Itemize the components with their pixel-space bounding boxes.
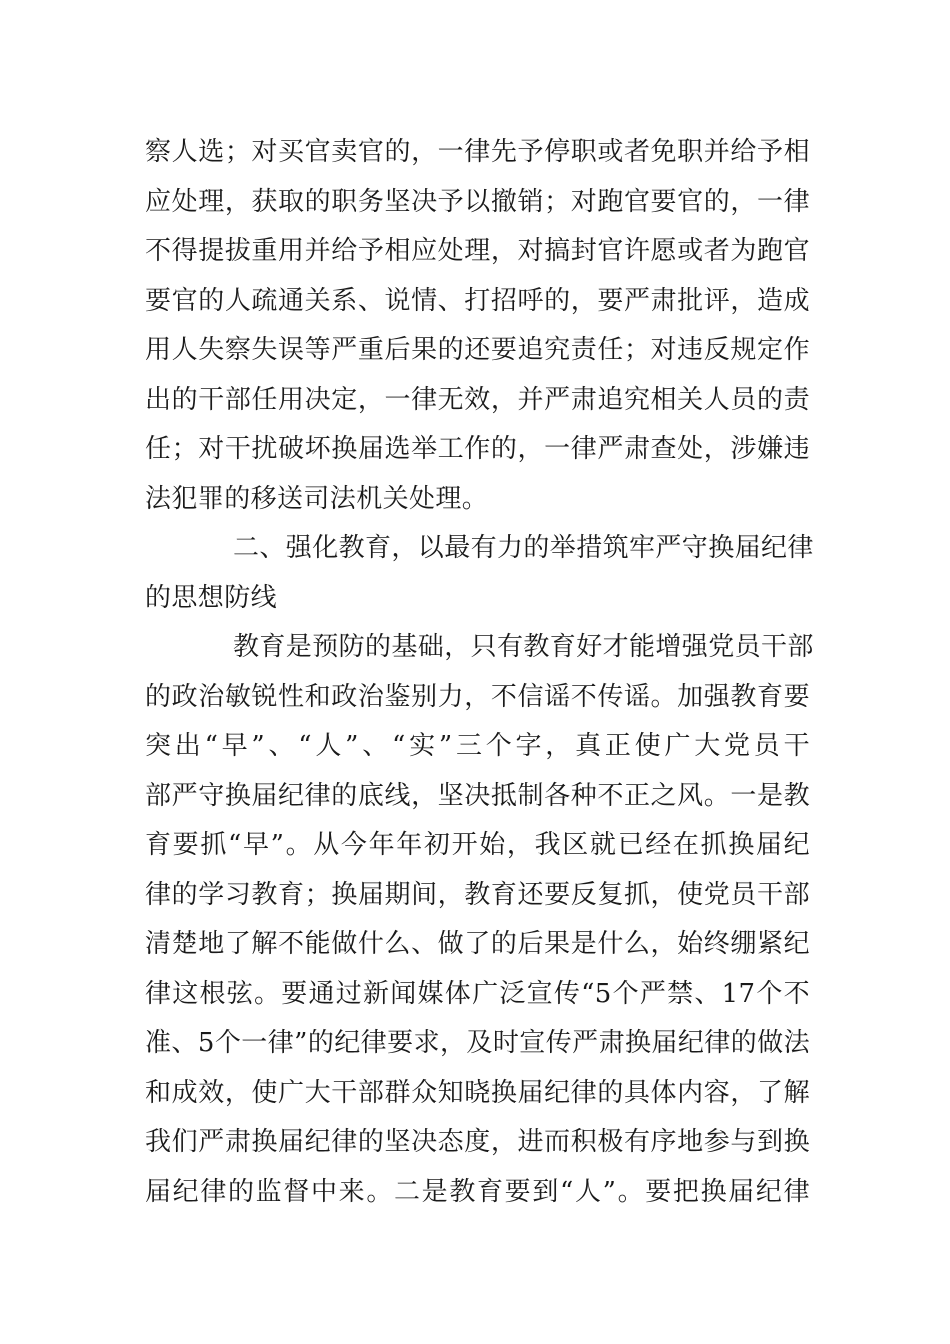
text-line: 育要抓“早”。从今年年初开始，我区就已经在抓换届纪 xyxy=(145,830,810,860)
text-line: 不得提拔重用并给予相应处理，对搞封官许愿或者为跑官 xyxy=(145,236,810,266)
text-line: 要官的人疏通关系、说情、打招呼的，要严肃批评，造成 xyxy=(145,285,810,316)
text-line: 届纪律的监督中来。二是教育要到“人”。要把换届纪律 xyxy=(145,1176,810,1207)
text-line: 和成效，使广大干部群众知晓换届纪律的具体内容，了解 xyxy=(145,1077,810,1108)
text-line: 任；对干扰破坏换届选举工作的，一律严肃查处，涉嫌违 xyxy=(145,434,810,464)
text-line: 清楚地了解不能做什么、做了的后果是什么，始终绷紧纪 xyxy=(145,929,810,959)
document-body xyxy=(145,128,814,1217)
text-line: 出的干部任用决定，一律无效，并严肃追究相关人员的责 xyxy=(145,384,810,415)
text-line: 准、5个一律”的纪律要求，及时宣传严肃换届纪律的做法 xyxy=(145,1028,810,1058)
text-line: 的政治敏锐性和政治鉴别力，不信谣不传谣。加强教育要 xyxy=(145,681,810,712)
text-line: 教育是预防的基础，只有教育好才能增强党员干部 xyxy=(233,632,814,662)
text-line: 用人失察失误等严重后果的还要追究责任；对违反规定作 xyxy=(145,335,810,365)
text-line: 突出“早”、“人”、“实”三个字，真正使广大党员干 xyxy=(145,731,810,761)
text-line: 应处理，获取的职务坚决予以撤销；对跑官要官的，一律 xyxy=(145,186,810,217)
text-line: 律这根弦。要通过新闻媒体广泛宣传“5个严禁、17个不 xyxy=(145,978,810,1009)
text-line: 察人选；对买官卖官的，一律先予停职或者免职并给予相 xyxy=(145,137,810,167)
text-line: 律的学习教育；换届期间，教育还要反复抓，使党员干部 xyxy=(145,879,810,910)
section-heading-line: 二、强化教育，以最有力的举措筑牢严守换届纪律 xyxy=(233,533,814,563)
section-heading-line: 的思想防线 xyxy=(145,582,278,613)
text-line: 法犯罪的移送司法机关处理。 xyxy=(145,483,489,514)
text-line: 我们严肃换届纪律的坚决态度，进而积极有序地参与到换 xyxy=(145,1127,810,1157)
text-line: 部严守换届纪律的底线，坚决抵制各种不正之风。一是教 xyxy=(145,780,810,811)
